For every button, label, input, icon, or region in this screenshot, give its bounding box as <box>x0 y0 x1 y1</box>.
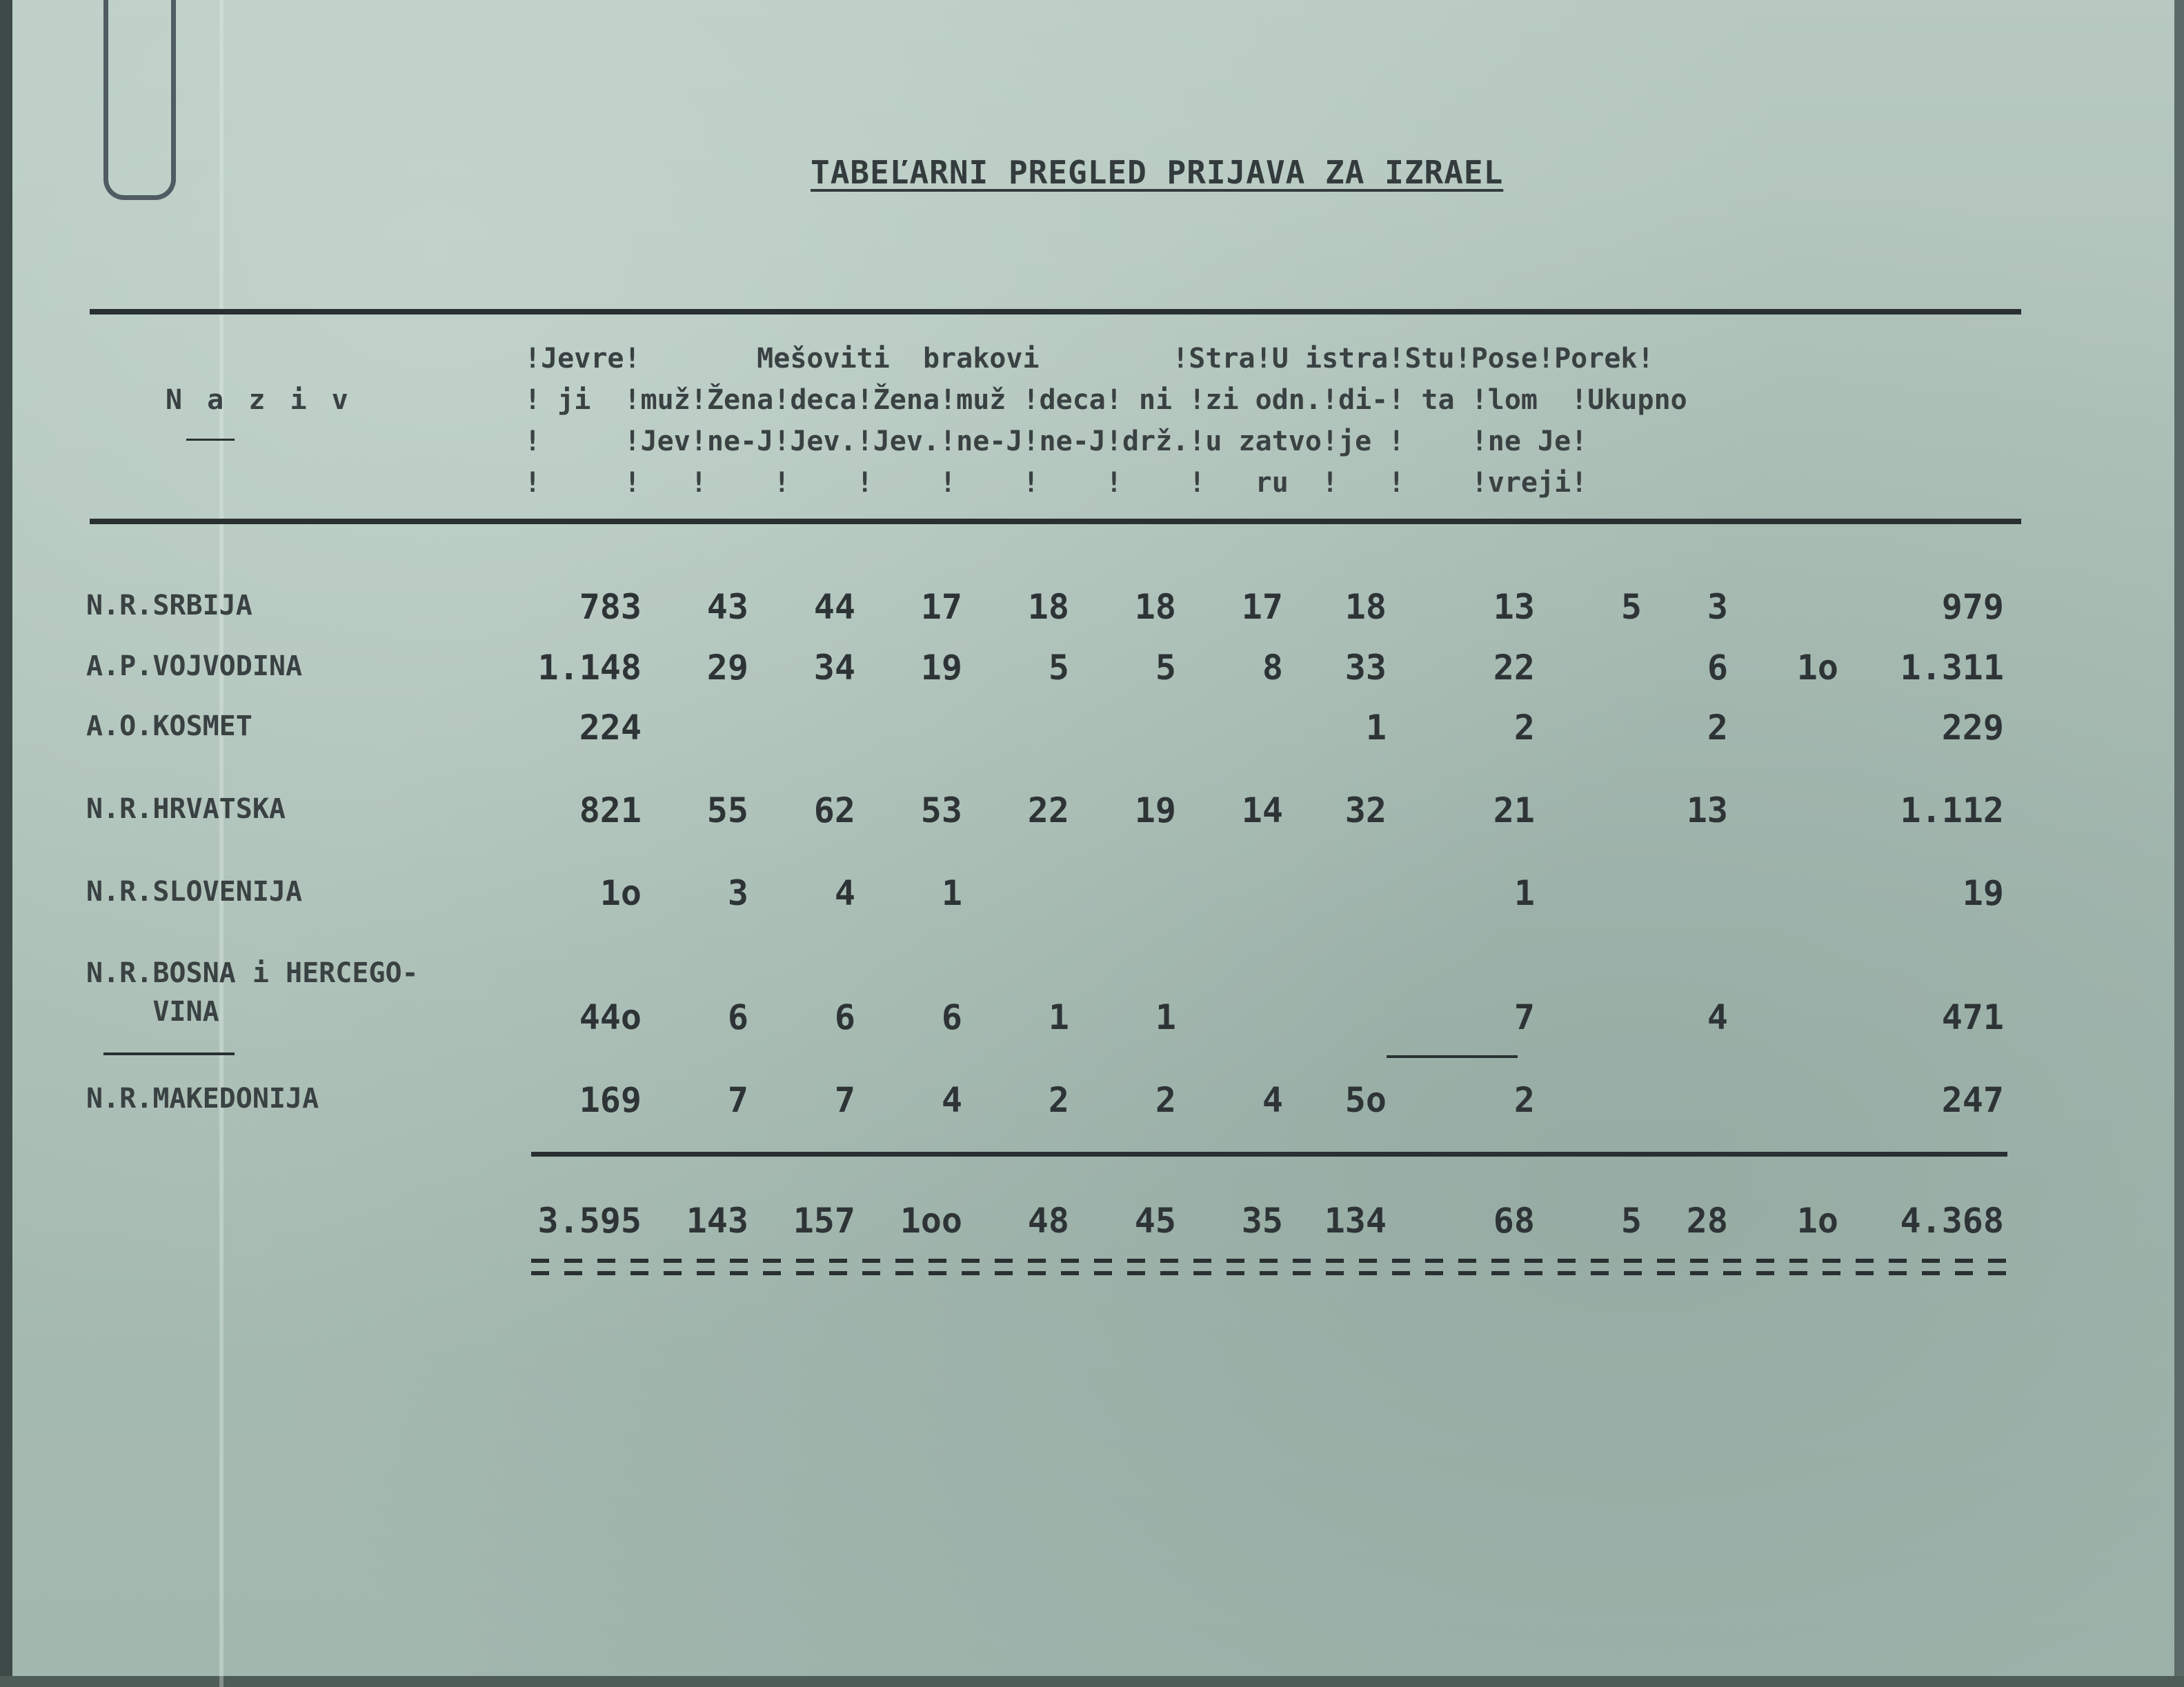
total-cell: 48 <box>1027 1201 1069 1241</box>
table-cell: 1 <box>941 873 962 913</box>
table-cell: 979 <box>1941 587 2004 627</box>
total-cell: 4.368 <box>1900 1201 2004 1241</box>
table-cell: 6 <box>1707 648 1728 688</box>
total-cell: 35 <box>1241 1201 1283 1241</box>
table-cell: 55 <box>706 790 748 830</box>
table-cell: 18 <box>1134 587 1176 627</box>
table-cell: 34 <box>813 648 855 688</box>
total-cell: 1o <box>1796 1201 1838 1241</box>
header-line-1: !Jevre! Mešoviti brakovi !Stra!U istra!Stu!Pose!Porek! <box>524 343 1654 375</box>
table-cell: 5o <box>1344 1080 1387 1120</box>
table-cell: 62 <box>813 790 855 830</box>
table-cell: 44o <box>579 997 642 1037</box>
table-cell: 18 <box>1344 587 1387 627</box>
total-cell: 68 <box>1493 1201 1535 1241</box>
paper-fold <box>219 0 224 1687</box>
table-cell: 2 <box>1513 708 1535 748</box>
table-cell: 821 <box>579 790 642 830</box>
scan-edge-right <box>2174 0 2184 1687</box>
table-cell: 1o <box>599 873 642 913</box>
table-cell: 229 <box>1941 708 2004 748</box>
scan-edge-bottom <box>0 1676 2184 1687</box>
totals-double-dash-1 <box>531 1259 2007 1263</box>
table-cell: 19 <box>920 648 962 688</box>
total-cell: 143 <box>686 1201 748 1241</box>
table-cell: 18 <box>1027 587 1069 627</box>
table-cell: 2 <box>1155 1080 1176 1120</box>
table-cell: 5 <box>1048 648 1069 688</box>
table-cell: 21 <box>1493 790 1535 830</box>
table-cell: 1.148 <box>537 648 642 688</box>
table-cell: 5 <box>1620 587 1642 627</box>
table-cell: 17 <box>920 587 962 627</box>
table-cell: 247 <box>1941 1080 2004 1120</box>
paper-clip-icon <box>103 0 176 200</box>
total-cell: 3.595 <box>537 1201 642 1241</box>
table-cell: 8 <box>1262 648 1283 688</box>
row-label: N.R.HRVATSKA <box>86 793 286 825</box>
table-cell: 7 <box>1513 997 1535 1037</box>
table-cell: 2 <box>1707 708 1728 748</box>
table-cell: 32 <box>1344 790 1387 830</box>
total-cell: 45 <box>1134 1201 1176 1241</box>
table-cell: 3 <box>727 873 748 913</box>
table-cell: 783 <box>579 587 642 627</box>
table-cell: 44 <box>813 587 855 627</box>
table-cell: 6 <box>727 997 748 1037</box>
table-cell: 17 <box>1241 587 1283 627</box>
naziv-underline <box>186 439 235 441</box>
total-cell: 134 <box>1324 1201 1387 1241</box>
total-cell: 1oo <box>900 1201 962 1241</box>
table-cell: 4 <box>1707 997 1728 1037</box>
header-line-3: ! !Jev!ne-J!Jev.!Jev.!ne-J!ne-J!drž.!u zatvo!je ! !ne Je! <box>524 426 1588 457</box>
bosna-total-mark <box>1387 1055 1518 1058</box>
scan-edge-left <box>0 0 12 1687</box>
table-cell: 7 <box>834 1080 855 1120</box>
table-cell: 1o <box>1796 648 1838 688</box>
table-cell: 33 <box>1344 648 1387 688</box>
table-cell: 22 <box>1493 648 1535 688</box>
table-cell: 1.112 <box>1900 790 2004 830</box>
table-cell: 2 <box>1513 1080 1535 1120</box>
totals-double-dash-2 <box>531 1271 2007 1275</box>
document-title: TABEĽARNI PREGLED PRIJAVA ZA IZRAEL <box>811 154 1504 191</box>
table-cell: 1 <box>1365 708 1387 748</box>
table-cell: 13 <box>1686 790 1728 830</box>
table-cell: 29 <box>706 648 748 688</box>
table-cell: 4 <box>1262 1080 1283 1120</box>
total-cell: 157 <box>793 1201 855 1241</box>
table-cell: 1 <box>1155 997 1176 1037</box>
row-label: N.R.BOSNA i HERCEGO- VINA <box>86 957 419 1028</box>
row-label: N.R.SRBIJA <box>86 590 252 621</box>
table-cell: 5 <box>1155 648 1176 688</box>
header-line-4: ! ! ! ! ! ! ! ! ! ru ! ! !vreji! <box>524 467 1588 499</box>
table-cell: 1 <box>1048 997 1069 1037</box>
header-top-rule <box>90 309 2021 315</box>
table-cell: 4 <box>834 873 855 913</box>
row-label: A.O.KOSMET <box>86 710 252 742</box>
table-cell: 471 <box>1941 997 2004 1037</box>
table-cell: 2 <box>1048 1080 1069 1120</box>
table-cell: 6 <box>834 997 855 1037</box>
header-line-2: ! ji !muž!Žena!deca!Žena!muž !deca! ni !zi odn.!di-! ta !lom !Ukupno <box>524 384 1687 416</box>
table-cell: 6 <box>941 997 962 1037</box>
bosna-underline <box>103 1052 235 1055</box>
table-cell: 1.311 <box>1900 648 2004 688</box>
table-cell: 3 <box>1707 587 1728 627</box>
row-label: N.R.SLOVENIJA <box>86 876 303 908</box>
row-label: A.P.VOJVODINA <box>86 650 303 682</box>
row-label: N.R.MAKEDONIJA <box>86 1083 319 1115</box>
table-cell: 4 <box>941 1080 962 1120</box>
table-cell: 22 <box>1027 790 1069 830</box>
table-cell: 224 <box>579 708 642 748</box>
table-cell: 13 <box>1493 587 1535 627</box>
header-naziv: N a z i v <box>166 384 353 416</box>
table-cell: 1 <box>1513 873 1535 913</box>
table-cell: 19 <box>1134 790 1176 830</box>
total-cell: 28 <box>1686 1201 1728 1241</box>
table-cell: 169 <box>579 1080 642 1120</box>
table-cell: 53 <box>920 790 962 830</box>
table-cell: 7 <box>727 1080 748 1120</box>
table-cell: 14 <box>1241 790 1283 830</box>
header-bottom-rule <box>90 519 2021 524</box>
table-cell: 43 <box>706 587 748 627</box>
table-cell: 19 <box>1962 873 2004 913</box>
total-cell: 5 <box>1620 1201 1642 1241</box>
totals-rule <box>531 1152 2007 1157</box>
